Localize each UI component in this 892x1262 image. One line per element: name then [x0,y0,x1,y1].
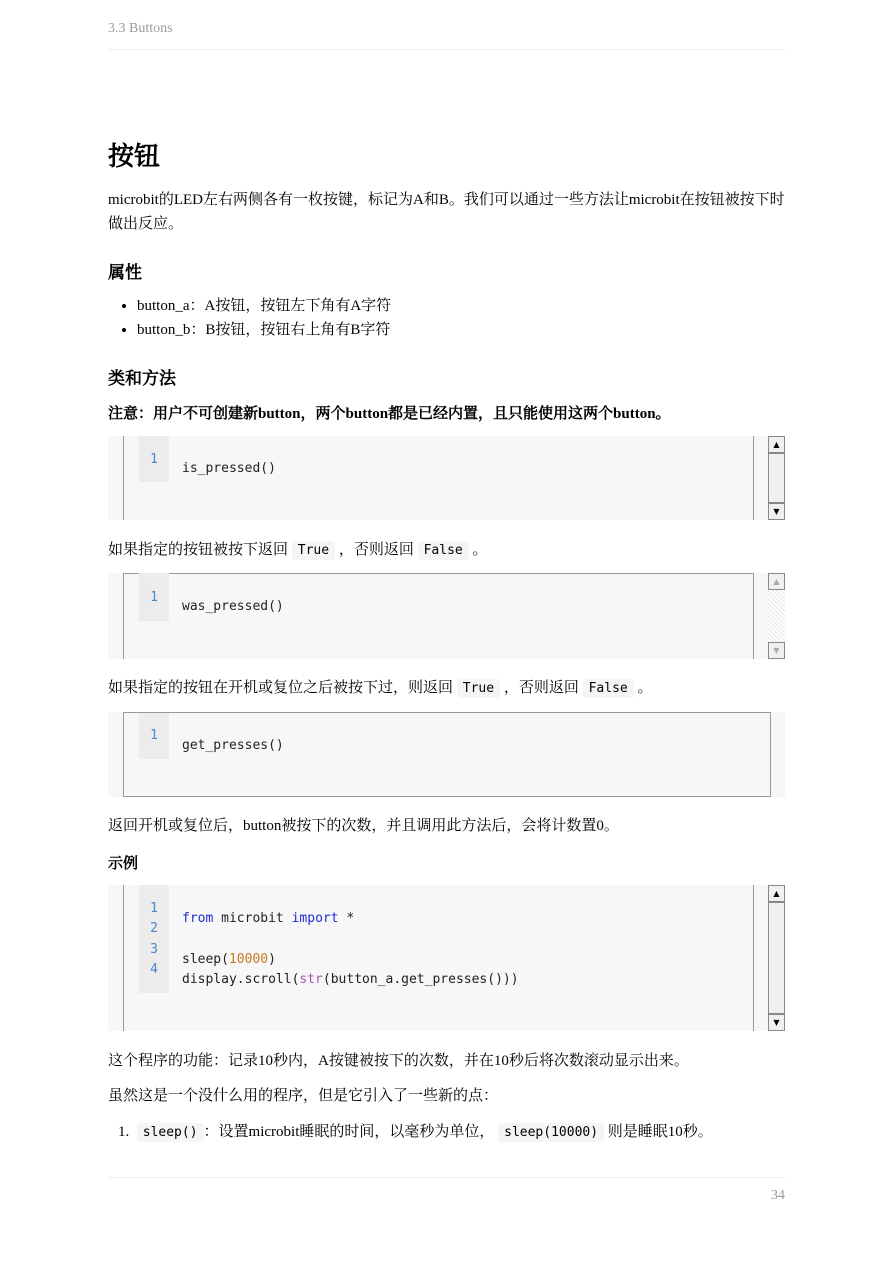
code-frame-left [123,573,124,659]
code-frame-right [753,885,754,1031]
scrollbar[interactable] [768,573,785,659]
code-block[interactable] [108,712,785,797]
code-token: ) [268,952,276,967]
desc-text: 如果指定的按钮在开机或复位之后被按下过，则返回 [108,680,454,696]
line-number: 3 [150,942,158,957]
code-frame-left [123,885,124,1031]
scrollbar[interactable] [768,885,785,1031]
page-title: 按钮 [108,142,161,172]
scroll-down-icon[interactable]: ▼ [768,503,785,520]
code-token: sleep( [182,952,229,967]
properties-heading: 属性 [108,263,142,283]
inline-code: True [292,541,335,560]
code-line [182,952,276,967]
desc-text: 。 [637,680,653,696]
code-block[interactable] [108,573,785,659]
keyword: from [182,911,214,926]
inline-code: True [457,679,500,698]
line-number: 1 [150,728,158,743]
code-line: get_presses() [182,738,284,753]
inline-code: False [583,679,634,698]
inline-code: False [418,541,469,560]
desc-text: ，否则返回 [503,680,579,696]
note-text: 注意：用户不可创建新button，两个button都是已经内置，且只能使用这两个button。 [108,406,671,422]
builtin: str [299,972,323,987]
code-line: is_pressed() [182,461,276,476]
list-number: 1. [118,1124,130,1140]
code-line [182,911,354,926]
scroll-track[interactable] [768,590,785,642]
description-paragraph [108,538,785,563]
code-line [182,972,519,987]
code-token: * [338,911,355,926]
code-token: display.scroll( [182,972,300,987]
scrollbar[interactable] [768,436,785,520]
properties-list [108,294,391,342]
code-frame-top [123,573,754,574]
description-paragraph: 返回开机或复位后，button被按下的次数，并且调用此方法后，会将计数置0。 [108,818,619,834]
scroll-up-icon[interactable]: ▲ [768,885,785,902]
line-number: 1 [150,901,158,916]
scroll-up-icon[interactable]: ▲ [768,573,785,590]
scroll-thumb[interactable] [768,453,785,503]
line-number: 2 [150,921,158,936]
inline-code: sleep() [137,1123,204,1142]
point-text: 则是睡眠10秒。 [607,1124,713,1140]
keyword: import [291,911,339,926]
code-frame [123,712,771,797]
footer-divider [108,1177,785,1178]
header-divider [108,49,785,50]
number-literal: 10000 [228,952,269,967]
scroll-down-icon[interactable]: ▼ [768,642,785,659]
line-number: 1 [150,590,158,605]
scroll-thumb[interactable] [768,902,785,1014]
numbered-point [118,1120,795,1145]
desc-text: 。 [472,542,488,558]
methods-heading: 类和方法 [108,369,176,389]
summary-paragraph: 虽然这是一个没什么用的程序，但是它引入了一些新的点： [108,1088,499,1104]
scroll-up-icon[interactable]: ▲ [768,436,785,453]
list-item: • button_b：B按钮，按钮右上角有B字符 [137,318,391,342]
line-number: 1 [150,452,158,467]
code-block[interactable] [108,436,785,520]
example-heading: 示例 [108,856,139,872]
code-block[interactable] [108,885,785,1031]
summary-paragraph: 这个程序的功能：记录10秒内，A按键被按下的次数，并在10秒后将次数滚动显示出来。 [108,1053,689,1069]
point-text: ：设置microbit睡眠的时间，以毫秒为单位， [203,1124,495,1140]
code-frame-right [753,573,754,659]
code-token: (button_a.get_presses())) [322,972,519,987]
code-line: was_pressed() [182,599,284,614]
scroll-down-icon[interactable]: ▼ [768,1014,785,1031]
page-number: 34 [771,1188,785,1203]
desc-text: ，否则返回 [338,542,414,558]
description-paragraph [108,676,785,701]
intro-paragraph: microbit的LED左右两侧各有一枚按键，标记为A和B。我们可以通过一些方法让microbit在按钮被按下时做出反应。 [108,192,785,232]
line-number: 4 [150,962,158,977]
list-item: • button_a：A按钮，按钮左下角有A字符 [137,294,391,318]
code-frame-right [753,436,754,520]
inline-code: sleep(10000) [498,1123,604,1142]
code-frame-left [123,436,124,520]
desc-text: 如果指定的按钮被按下返回 [108,542,289,558]
running-head: 3.3 Buttons [108,21,173,36]
code-token: microbit [213,911,292,926]
